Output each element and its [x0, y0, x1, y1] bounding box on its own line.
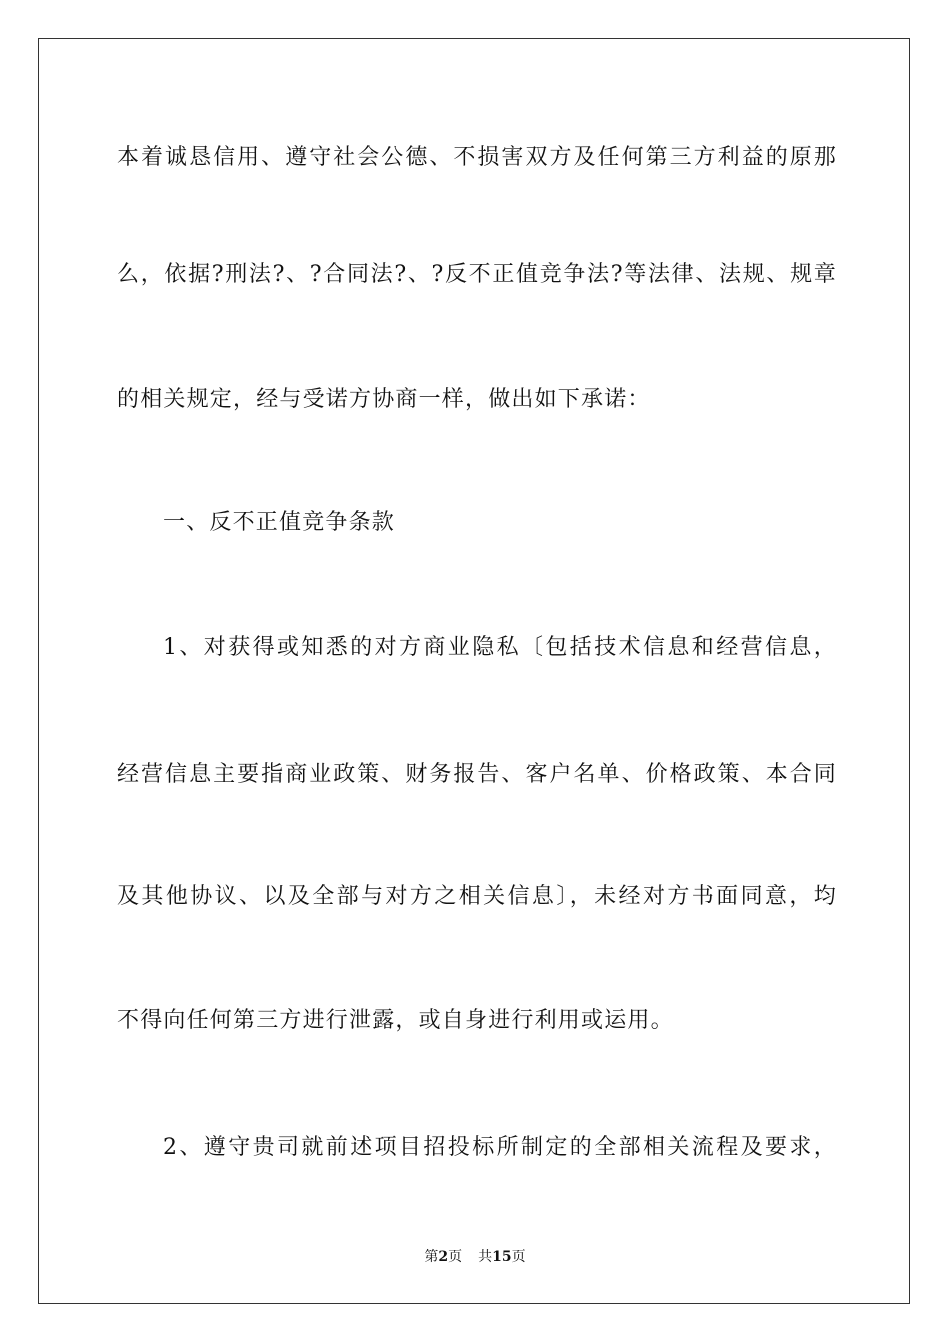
- section-heading: 一、反不正值竞争条款: [163, 510, 396, 535]
- paragraph-line-2: 么，依据?刑法?、?合同法?、?反不正值竞争法?等法律、法规、规章: [117, 262, 837, 287]
- paragraph-line-3: 的相关规定，经与受诺方协商一样，做出如下承诺：: [117, 387, 651, 412]
- page-total: 15: [492, 1249, 512, 1265]
- page-prefix: 第: [424, 1249, 439, 1265]
- clause-1-line-1: 1、对获得或知悉的对方商业隐私〔包括技术信息和经营信息，: [163, 635, 837, 660]
- page-border: [38, 38, 910, 1304]
- page-current: 2: [438, 1249, 449, 1265]
- page-footer: [0, 1246, 950, 1266]
- clause-1-line-2: 经营信息主要指商业政策、财务报告、客户名单、价格政策、本合同: [117, 762, 837, 787]
- paragraph-line-1: 本着诚恳信用、遵守社会公德、不损害双方及任何第三方利益的原那: [117, 145, 837, 170]
- total-suffix: 页: [511, 1249, 526, 1265]
- clause-2-line-1: 2、遵守贵司就前述项目招投标所制定的全部相关流程及要求，: [163, 1135, 837, 1160]
- clause-1-line-4: 不得向任何第三方进行泄露，或自身进行利用或运用。: [117, 1008, 674, 1033]
- total-prefix: 共: [478, 1249, 493, 1265]
- page-suffix: 页: [448, 1249, 463, 1265]
- clause-1-line-3: 及其他协议、以及全部与对方之相关信息〕，未经对方书面同意，均: [117, 884, 837, 909]
